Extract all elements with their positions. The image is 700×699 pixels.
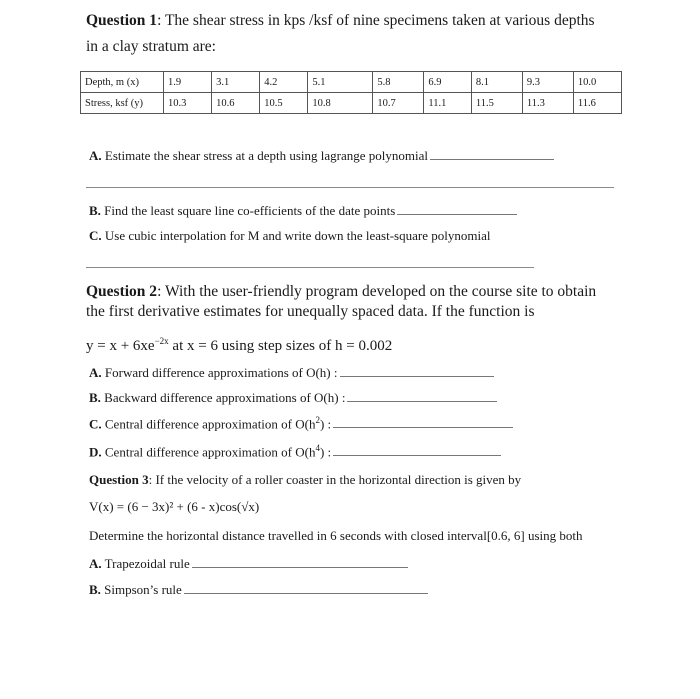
table-cell: 11.1 bbox=[424, 93, 471, 114]
formula-base: y = x + 6xe bbox=[86, 338, 155, 354]
part-b-label: B. bbox=[89, 203, 101, 218]
question-2-text: : With the user-friendly program developed on the course site to obtain bbox=[157, 283, 597, 300]
table-cell: 10.0 bbox=[573, 72, 621, 93]
velocity-formula: V(x) = (6 − 3x)² + (6 - x)cos(√x) bbox=[89, 499, 260, 514]
answer-blank bbox=[333, 426, 513, 428]
answer-blank bbox=[333, 454, 501, 456]
question-1-part-a bbox=[89, 148, 554, 164]
table-row-stress bbox=[81, 93, 622, 114]
part-b-label: B. bbox=[89, 582, 101, 597]
question-1-part-b bbox=[89, 203, 517, 219]
part-d-suffix: ) : bbox=[319, 444, 332, 460]
part-c-label: C. bbox=[89, 228, 102, 243]
answer-blank bbox=[192, 566, 408, 568]
question-1-label: Question 1 bbox=[86, 12, 158, 29]
row-header-stress: Stress, ksf (y) bbox=[81, 93, 164, 114]
function-formula bbox=[86, 336, 392, 355]
row-header-depth: Depth, m (x) bbox=[81, 72, 164, 93]
part-a-text: Trapezoidal rule bbox=[104, 556, 190, 571]
part-c-text: Use cubic interpolation for M and write down the least-square polynomial bbox=[104, 228, 491, 243]
question-2-line-2: the first derivative estimates for unequally spaced data. If the function is bbox=[86, 303, 535, 320]
table-cell: 10.8 bbox=[308, 93, 373, 114]
question-1-part-c bbox=[89, 228, 490, 244]
table-cell: 4.2 bbox=[260, 72, 308, 93]
answer-line bbox=[86, 267, 534, 268]
part-b-label: B. bbox=[89, 390, 101, 405]
part-b-text: Find the least square line co-efficients of the date points bbox=[104, 203, 396, 218]
table-cell: 5.8 bbox=[373, 72, 424, 93]
part-a-text: Estimate the shear stress at a depth using lagrange polynomial bbox=[104, 148, 428, 163]
part-a-label: A. bbox=[89, 148, 102, 163]
question-3-part-a bbox=[89, 556, 408, 572]
table-cell: 3.1 bbox=[212, 72, 260, 93]
answer-blank bbox=[184, 592, 428, 594]
question-2-part-c bbox=[89, 415, 513, 432]
question-2-part-b bbox=[89, 390, 497, 406]
question-1-text: : The shear stress in kps /ksf of nine specimens taken at various depths bbox=[157, 12, 595, 29]
table-cell: 11.5 bbox=[471, 93, 522, 114]
table-cell: 5.1 bbox=[308, 72, 373, 93]
answer-blank bbox=[397, 213, 517, 215]
part-a-label: A. bbox=[89, 365, 102, 380]
part-c-label: C. bbox=[89, 416, 102, 432]
question-2-line-1 bbox=[86, 283, 596, 301]
part-c-exponent: 2 bbox=[315, 415, 320, 425]
question-2-part-a bbox=[89, 365, 494, 381]
table-row-depth bbox=[81, 72, 622, 93]
depth-stress-table bbox=[80, 71, 622, 114]
table-cell: 10.5 bbox=[260, 93, 308, 114]
question-1-line-2: in a clay stratum are: bbox=[86, 38, 216, 55]
part-a-text: Forward difference approximations of O(h) : bbox=[104, 365, 338, 380]
table-cell: 10.6 bbox=[212, 93, 260, 114]
part-a-label: A. bbox=[89, 556, 102, 571]
question-1-line-1 bbox=[86, 12, 595, 30]
answer-line bbox=[86, 187, 614, 188]
question-3-part-b bbox=[89, 582, 428, 598]
part-b-text: Simpson’s rule bbox=[104, 582, 182, 597]
table-cell: 8.1 bbox=[471, 72, 522, 93]
question-2-label: Question 2 bbox=[86, 283, 158, 300]
table-cell: 10.7 bbox=[373, 93, 424, 114]
question-3-line-1 bbox=[89, 472, 521, 488]
question-3-line-2: Determine the horizontal distance travelled in 6 seconds with closed interval[0.6, 6] using both bbox=[89, 528, 583, 543]
part-c-suffix: ) : bbox=[319, 416, 332, 432]
question-3-label: Question 3 bbox=[89, 472, 149, 487]
part-d-label: D. bbox=[89, 444, 102, 460]
table-cell: 11.6 bbox=[573, 93, 621, 114]
table-cell: 1.9 bbox=[164, 72, 212, 93]
part-d-exponent: 4 bbox=[315, 443, 320, 453]
answer-blank bbox=[430, 158, 554, 160]
part-c-text: Central difference approximation of O(h bbox=[104, 416, 316, 432]
formula-rest: at x = 6 using step sizes of h = 0.002 bbox=[168, 338, 393, 354]
formula-exponent: −2x bbox=[154, 336, 169, 346]
question-3-text: : If the velocity of a roller coaster in the horizontal direction is given by bbox=[148, 472, 522, 487]
part-d-text: Central difference approximation of O(h bbox=[104, 444, 316, 460]
table-cell: 10.3 bbox=[164, 93, 212, 114]
table-cell: 9.3 bbox=[522, 72, 573, 93]
table-cell: 11.3 bbox=[522, 93, 573, 114]
part-b-text: Backward difference approximations of O(h) : bbox=[104, 390, 346, 405]
answer-blank bbox=[340, 375, 494, 377]
question-2-part-d bbox=[89, 443, 501, 460]
table-cell: 6.9 bbox=[424, 72, 471, 93]
answer-blank bbox=[347, 400, 497, 402]
